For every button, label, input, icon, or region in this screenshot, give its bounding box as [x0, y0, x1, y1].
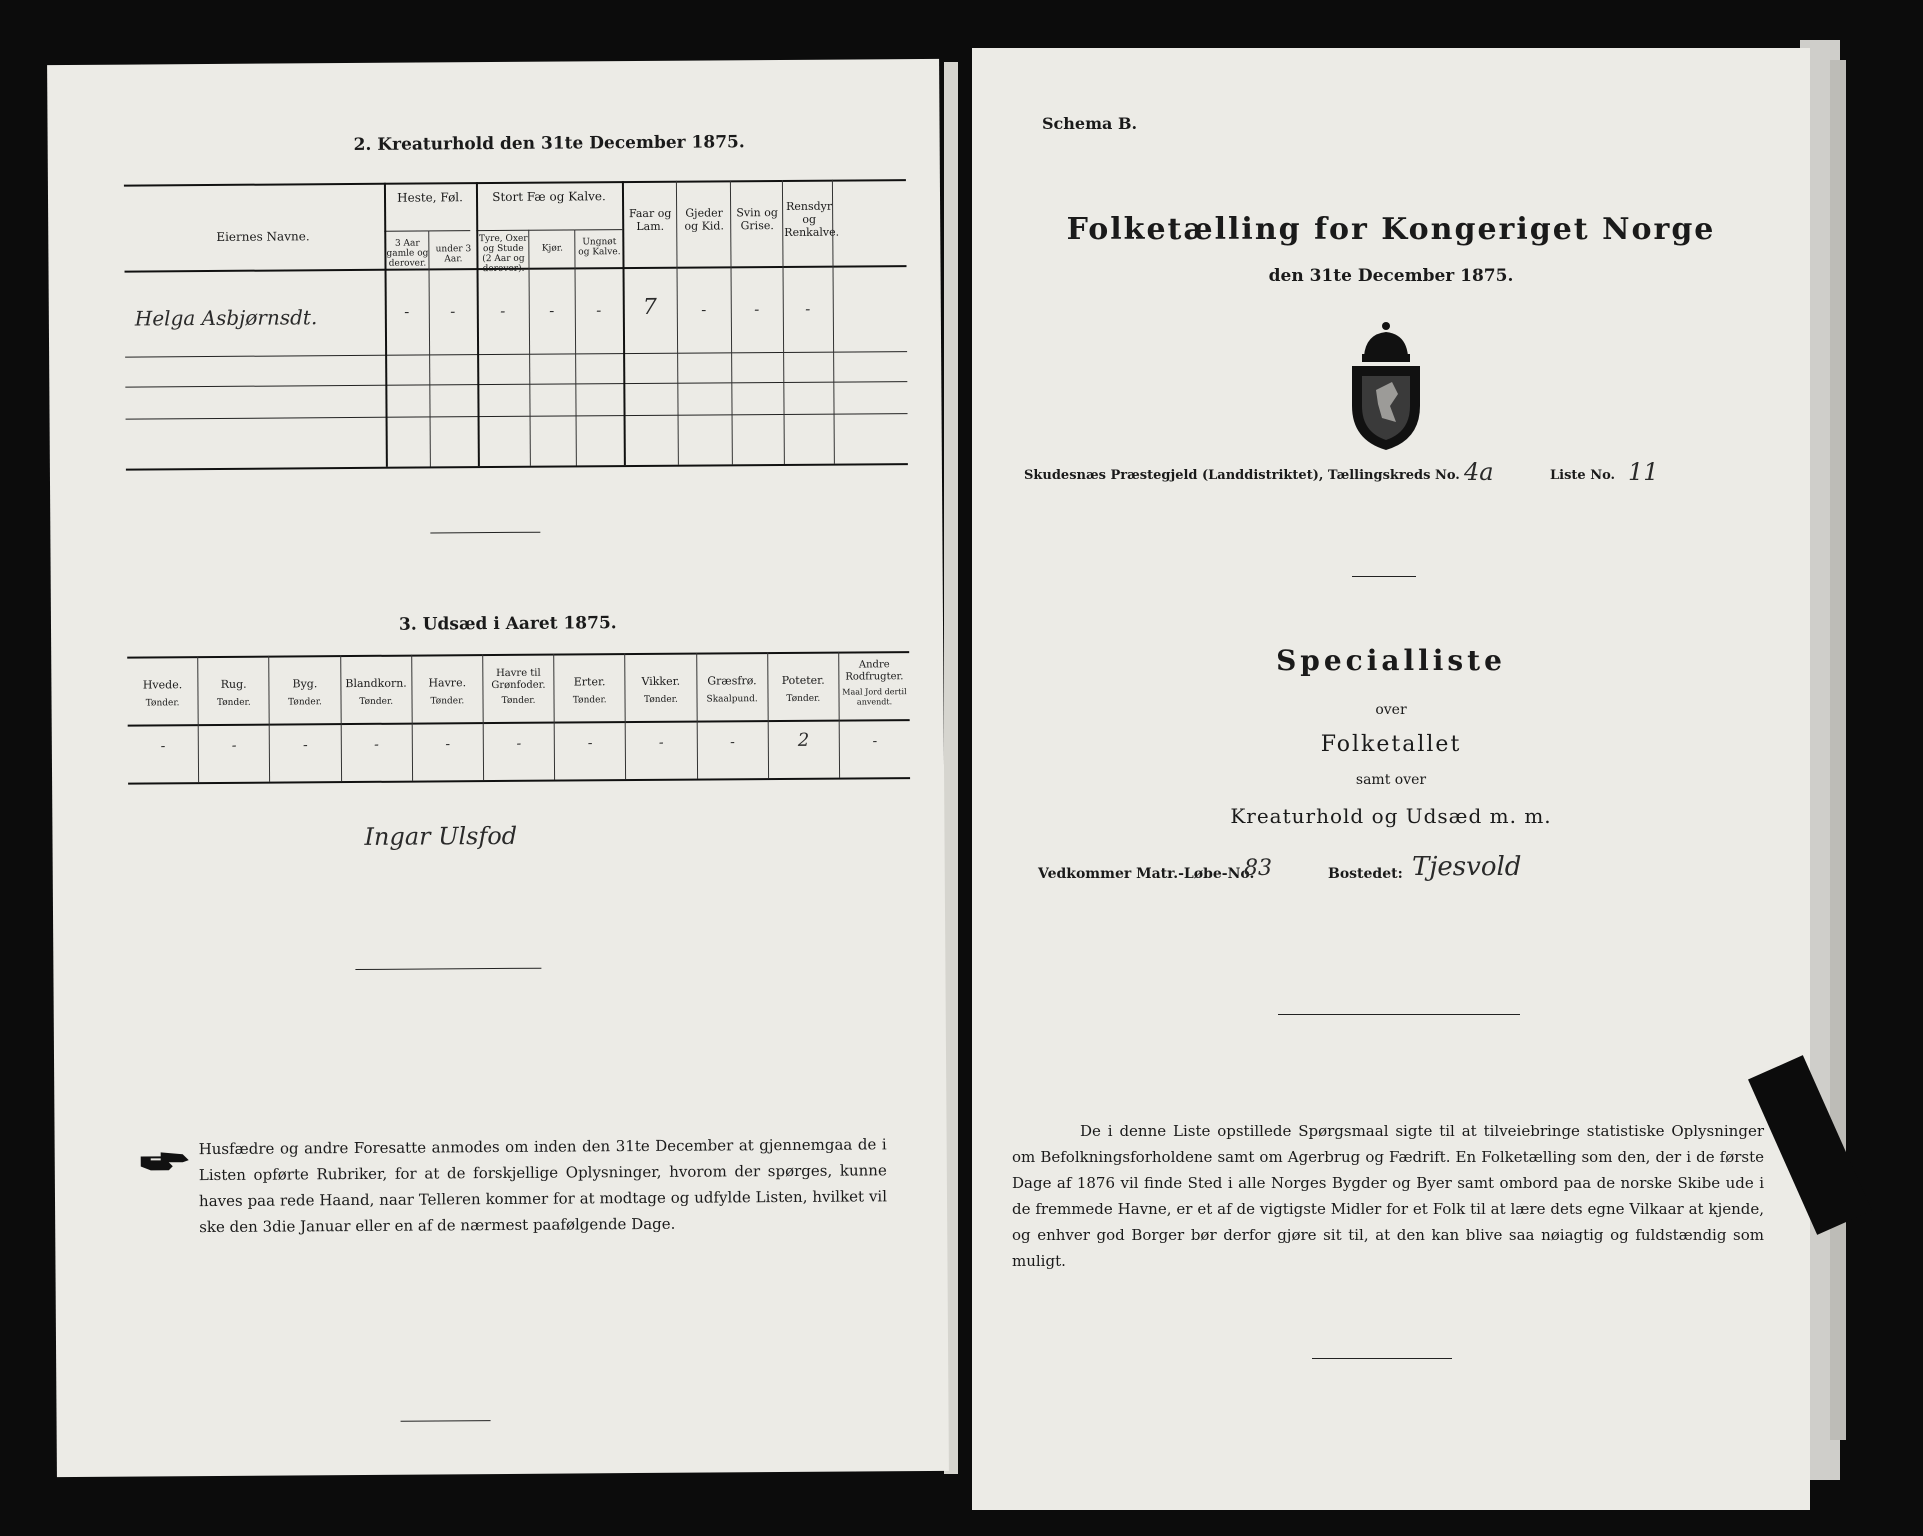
- right-page: [972, 48, 1810, 1510]
- owner-name: Helga Asbjørnsdt.: [134, 305, 318, 331]
- page-stack-edge: [1830, 60, 1846, 1440]
- signature: Ingar Ulsfod: [364, 821, 518, 851]
- coat-of-arms-icon: [1346, 320, 1426, 452]
- header-gjeder: Gjeder og Kid.: [684, 206, 724, 233]
- udsaed-value: -: [658, 734, 664, 751]
- header-stort-b: Kjør.: [541, 243, 563, 254]
- udsaed-col: [341, 655, 413, 781]
- col-rule: [528, 230, 531, 466]
- header-stort-c: Ungnøt og Kalve.: [578, 237, 621, 258]
- udsaed-unit: Tønder.: [216, 697, 251, 708]
- udsaed-value: -: [445, 736, 451, 753]
- udsaed-unit: Tønder.: [288, 697, 322, 708]
- udsaed-table: [127, 651, 910, 782]
- header-faar: Faar og Lam.: [628, 206, 672, 234]
- udsaed-value: -: [160, 738, 166, 755]
- udsaed-value: -: [587, 735, 593, 752]
- header-heste-b: under 3 Aar.: [435, 244, 472, 265]
- udsaed-col: [839, 651, 910, 777]
- liste-label: Liste No.: [1550, 468, 1616, 483]
- census-date: den 31te December 1875.: [1268, 266, 1514, 286]
- specialliste-heading: Specialliste: [1276, 644, 1506, 677]
- header-heste-a: 3 Aar gamle og derover.: [386, 238, 429, 269]
- col-rule: [384, 183, 388, 467]
- section2-title: 2. Kreaturhold den 31te December 1875.: [353, 132, 745, 155]
- over-text: over: [1375, 702, 1407, 718]
- udsaed-unit: Tønder.: [359, 696, 394, 707]
- udsaed-value: -: [872, 733, 878, 750]
- cell-heste-a: -: [404, 302, 410, 321]
- samt-over-text: samt over: [1355, 772, 1427, 788]
- udsaed-value: 2: [797, 729, 810, 751]
- col-rule: [574, 229, 577, 465]
- cell-heste-b: -: [450, 302, 456, 321]
- udsaed-header: Hvede.: [142, 678, 183, 692]
- divider: [355, 968, 541, 970]
- schema-label: Schema B.: [1042, 114, 1138, 133]
- udsaed-value: -: [231, 737, 237, 754]
- cell-gjeder: -: [701, 300, 707, 319]
- main-title: Folketælling for Kongeriget Norge: [1066, 212, 1716, 247]
- udsaed-unit: Tønder.: [145, 698, 180, 709]
- table-rule: [126, 463, 908, 470]
- cell-svin: -: [754, 300, 760, 319]
- col-rule: [428, 230, 431, 466]
- udsaed-col: [127, 656, 199, 782]
- udsaed-value: -: [302, 737, 308, 754]
- udsaed-unit: Skaalpund.: [706, 694, 758, 705]
- district-label: Skudesnæs Præstegjeld (Landdistriktet), Tællingskreds No.: [1024, 468, 1460, 483]
- table-rule: [125, 351, 907, 357]
- udsaed-col: [697, 652, 769, 778]
- table-rule: [126, 413, 908, 419]
- bosted-label: Bostedet:: [1328, 866, 1403, 882]
- udsaed-header: Havre.: [428, 676, 467, 690]
- intro-text: De i denne Liste opstillede Spørgsmaal sigte til at tilveiebringe statistiske Oplysninger om Befolkningsforholdene samt om Agerbrug og Fædrift. En Folketælling som den, der i de første Dage af 1876 vil finde Sted i alle Norges Bygder og Byer samt ombord paa de norske Skibe ude i de fremmede Havne, er et af de vigtigste Midler for et Folk til at lære dets egne Vilkaar at kjende, og enhver god Borger bør derfor gjøre sit til, at den kan blive saa nøiagtig og fuldstændig som muligt.: [1012, 1122, 1764, 1270]
- udsaed-unit: Tønder.: [501, 695, 536, 706]
- cell-faar: 7: [642, 294, 657, 320]
- header-heste: Heste, Føl.: [397, 190, 463, 205]
- header-rensdyr: Rensdyr og Renkalve.: [784, 199, 840, 239]
- udsaed-value: -: [516, 735, 522, 752]
- udsaed-header: Erter.: [573, 675, 606, 689]
- udsaed-unit: Tønder.: [430, 696, 465, 707]
- udsaed-header: Byg.: [292, 677, 318, 691]
- cell-stort-c: -: [596, 301, 602, 320]
- udsaed-col: [270, 655, 342, 781]
- pointing-hand-icon: [139, 1148, 191, 1174]
- section3-title: 3. Udsæd i Aaret 1875.: [398, 613, 617, 635]
- table-rule: [125, 381, 907, 387]
- notice-text: Husfædre og andre Foresatte anmodes om inden den 31te December at gjennemgaa de i Listen opførte Rubriker, for at de forskjellige Oplysninger, hvorom der spørges, kunne haves paa rede Haand, naar Telleren kommer for at modtage og udfylde Listen, hvilket vil ske den 3die Januar eller en af de nærmest paafølgende Dage.: [198, 1135, 888, 1237]
- udsaed-value: -: [729, 734, 735, 751]
- kreds-no: 4a: [1464, 458, 1494, 486]
- left-page: [47, 59, 949, 1477]
- udsaed-header: Rug.: [220, 677, 247, 691]
- divider: [1352, 576, 1416, 577]
- udsaed-header: Vikker.: [641, 674, 681, 688]
- col-rule: [476, 182, 480, 466]
- folketallet-text: Folketallet: [1320, 732, 1462, 757]
- udsaed-header: Andre Rodfrugter.: [845, 659, 904, 683]
- divider: [1278, 1014, 1520, 1015]
- udsaed-unit: Tønder.: [644, 694, 678, 705]
- matr-label: Vedkommer Matr.-Løbe-No.: [1038, 866, 1255, 882]
- udsaed-header: Blandkorn.: [345, 676, 407, 691]
- matr-no: 83: [1244, 856, 1272, 881]
- udsaed-header: Poteter.: [781, 673, 825, 688]
- divider: [401, 1420, 491, 1422]
- header-stort-a: Tyre, Oxer og Stude (2 Aar og derover).: [479, 233, 528, 275]
- header-owner: Eiernes Navne.: [216, 229, 310, 244]
- udsaed-header: Havre til Grønfoder.: [491, 667, 546, 692]
- udsaed-col: [198, 656, 270, 782]
- udsaed-col: [412, 654, 484, 780]
- table-rule: [124, 179, 906, 186]
- header-stort: Stort Fæ og Kalve.: [492, 189, 606, 205]
- udsaed-col: [554, 653, 626, 779]
- udsaed-header: Græsfrø.: [707, 674, 757, 688]
- cell-stort-a: -: [500, 301, 506, 320]
- udsaed-col: [483, 654, 555, 780]
- bosted-value: Tjesvold: [1412, 852, 1522, 882]
- divider: [1312, 1358, 1452, 1359]
- cell-stort-b: -: [549, 301, 555, 320]
- udsaed-value: -: [374, 736, 379, 753]
- divider: [430, 532, 540, 534]
- udsaed-unit: Maal Jord dertil anvendt.: [842, 687, 907, 707]
- udsaed-unit: Tønder.: [572, 695, 607, 706]
- udsaed-unit: Tønder.: [786, 693, 821, 704]
- cell-rensdyr: -: [805, 299, 811, 318]
- udsaed-col: [626, 653, 698, 779]
- table-rule: [384, 230, 470, 232]
- header-svin: Svin og Grise.: [736, 206, 778, 233]
- liste-no: 11: [1628, 458, 1659, 486]
- udsaed-col: [768, 652, 840, 778]
- table-rule: [476, 229, 622, 231]
- kreaturhold-text: Kreaturhold og Udsæd m. m.: [1230, 804, 1552, 828]
